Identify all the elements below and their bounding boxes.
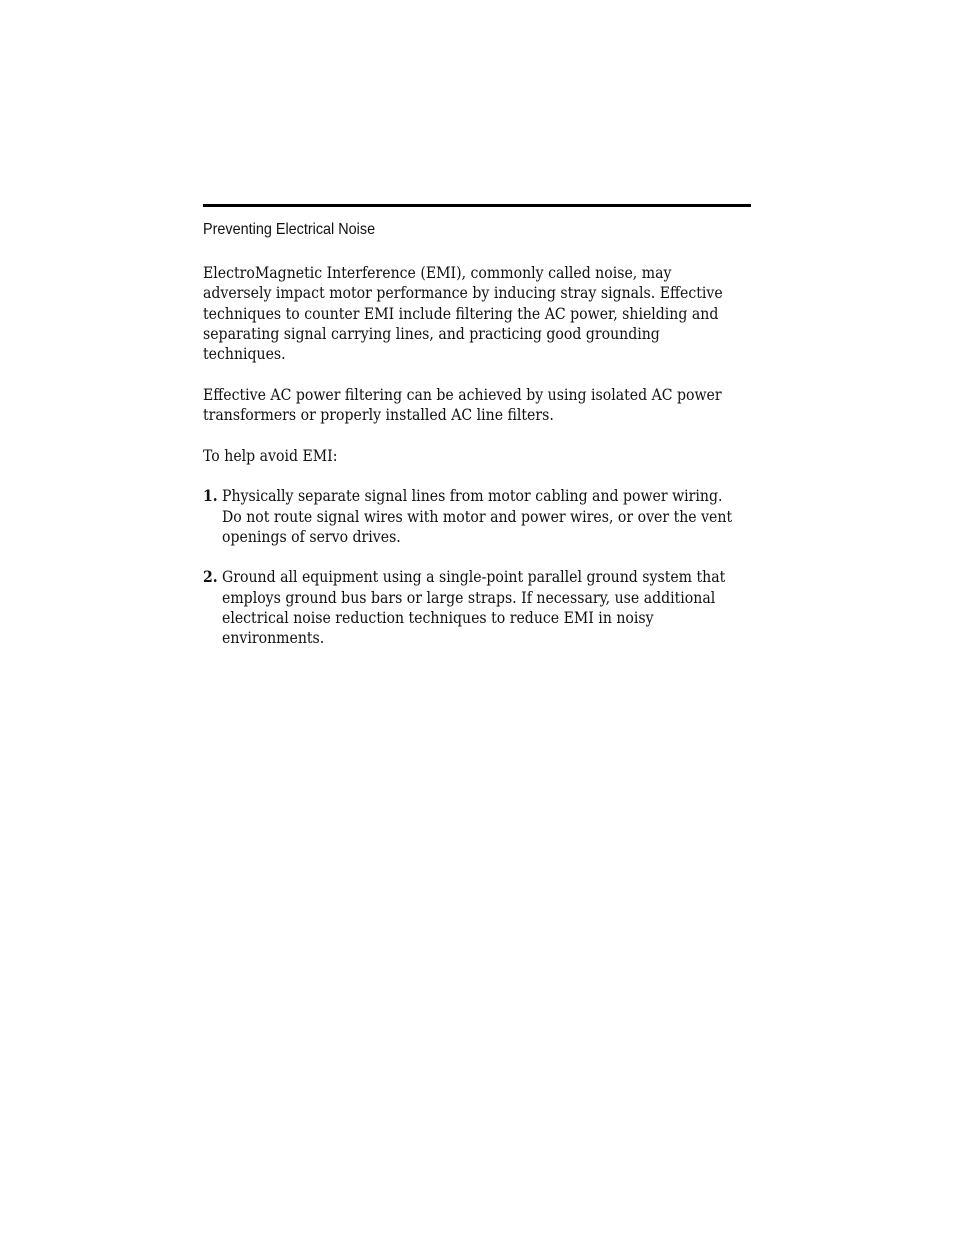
step-line: Physically separate signal lines from motor cabling and power wiring. — [222, 486, 723, 506]
intro-line: ElectroMagnetic Interference (EMI), commonly called noise, may — [203, 263, 672, 282]
section-top-rule — [203, 204, 751, 207]
step-line: electrical noise reduction techniques to reduce EMI in noisy — [222, 608, 654, 628]
intro-line: separating signal carrying lines, and practicing good grounding — [203, 323, 660, 343]
filtering-paragraph — [203, 385, 751, 426]
intro-line: techniques to counter EMI include filtering the AC power, shielding and — [203, 303, 719, 323]
step-item-1 — [203, 486, 751, 547]
intro-paragraph — [203, 263, 751, 364]
step-number: 1. — [203, 486, 218, 506]
step-line: Do not route signal wires with motor and power wires, or over the vent — [222, 506, 733, 526]
lead-in-paragraph — [203, 446, 751, 466]
intro-line: techniques. — [203, 344, 286, 364]
filtering-line: Effective AC power filtering can be achieved by using isolated AC power — [203, 384, 722, 404]
section-heading: Preventing Electrical Noise — [203, 221, 376, 238]
step-line: openings of servo drives. — [222, 526, 401, 546]
section-body — [203, 263, 751, 649]
step-line: employs ground bus bars or large straps. If necessary, use additional — [222, 587, 716, 607]
step-number: 2. — [203, 567, 218, 587]
step-item-2 — [203, 567, 751, 648]
lead-in-line: To help avoid EMI: — [203, 445, 338, 465]
intro-line: adversely impact motor performance by inducing stray signals. Effective — [203, 283, 723, 303]
filtering-line: transformers or properly installed AC line filters. — [203, 405, 554, 425]
step-line: Ground all equipment using a single-point parallel ground system that — [222, 567, 726, 587]
step-line: environments. — [222, 628, 325, 648]
